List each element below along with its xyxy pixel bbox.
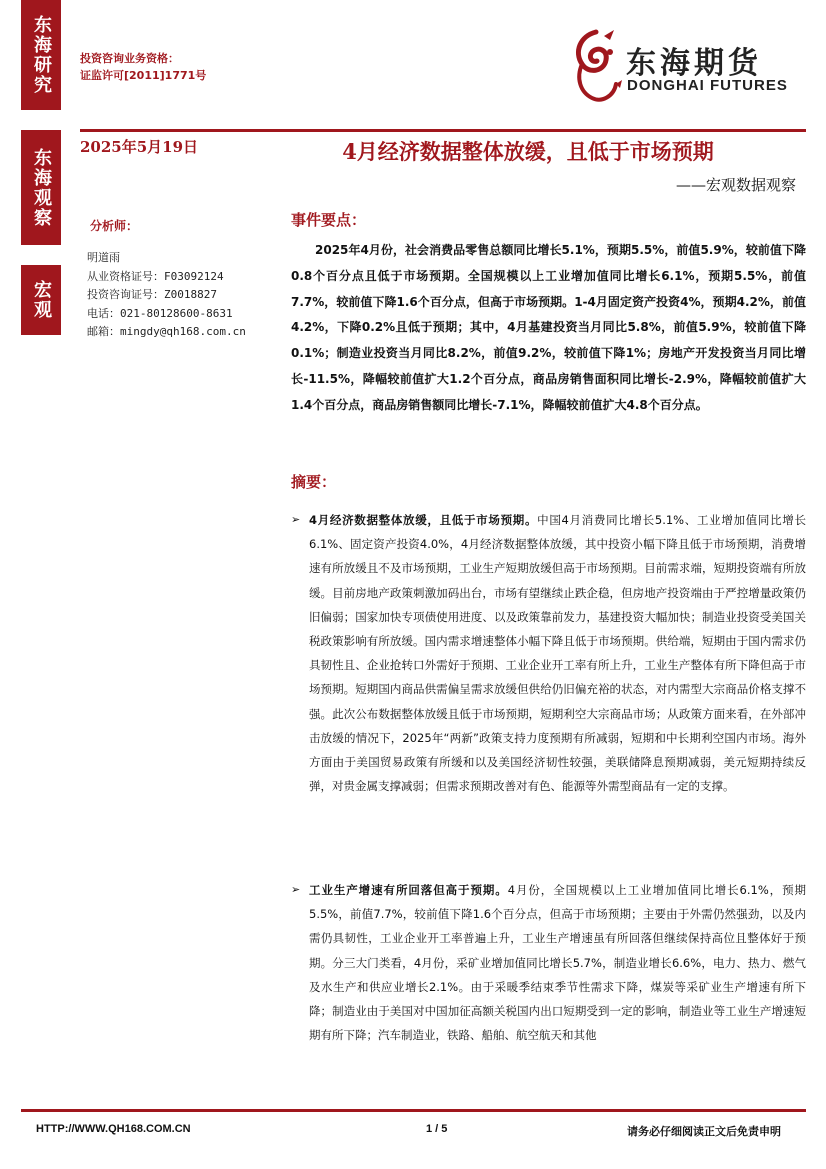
footer-disclaimer: 请务必仔细阅读正文后免责申明 — [627, 1125, 781, 1138]
analyst-phone: 电话：021-80128600-8631 — [87, 306, 233, 320]
events-text: 2025年4月份，社会消费品零售总额同比增长5.1%，预期5.5%，前值5.9%，较前值下降0.8个百分点且低于市场预期。全国规模以上工业增加值同比增长6.1%，预期5.5%，前值7.7%，较前值下降1.6个百分点，但高于市场预期。1-4月固定资产投资4%，预期4.2%，前值4.2%，下降0.2%且低于预期；其中，4月基建投资当月同比5.8%，前值5.9%，较前值下降0.1%；制造业投资当月同比8.2%，前值9.2%，较前值下降1%；房地产开发投资当月同比增长-11.5%，降幅较前值扩大1.2个百分点，商品房销售面积同比增长-2.9%，降幅较前值扩大1.4个百分点，商品房销售额同比增长-7.1%，降幅较前值扩大4.8个百分点。 — [291, 243, 806, 412]
qualification-line2: 证监许可[2011]1771号 — [80, 69, 207, 82]
report-subtitle: ——宏观数据观察 — [675, 176, 796, 194]
footer-divider — [21, 1109, 806, 1112]
footer-page-number: 1 / 5 — [426, 1123, 448, 1135]
side-tab-research: 东海研究 — [21, 0, 61, 110]
summary-item — [291, 878, 806, 1047]
summary-item-text: 中国4月消费同比增长5.1%、工业增加值同比增长6.1%、固定资产投资4.0%，4月经济数据整体放缓，其中投资小幅下降且低于市场预期，消费增速有所放缓且不及市场预期，工业生产短期放缓但高于市场预期。目前需求端，短期投资端有所放缓。目前房地产政策刺激加码出台，市场有望继续止跌企稳，但房地产投资端由于严控增量政策仍旧偏弱；国家加快专项债使用进度、以及政策靠前发力，基建投资大幅加快；制造业投资受美国关税政策影响有所放缓。国内需求增速整体小幅下降且低于市场预期。供给端，短期由于国内需求仍具韧性且、企业抢转口外需好于预期、工业企业开工率有所上升，工业生产整体有所下降但高于市场预期。短期国内商品供需偏呈需求放缓但供给仍旧偏充裕的状态，对内需型大宗商品价格支撑不强。此次公布数据整体放缓且低于市场预期，短期利空大宗商品市场；从政策方面来看，在外部冲击放缓的情况下，2025年“两新”政策支持力度预期有所减弱，短期和中长期利空国内市场。海外方面由于美国贸易政策有所缓和以及美国经济韧性较强，美联储降息预期减弱，美元短期持续反弹，对贵金属支撑减弱；但需求预期改善对有色、能源等外需型商品有一定的支撑。 — [309, 513, 807, 794]
analyst-email: 邮箱：mingdy@qh168.com.cn — [87, 325, 246, 338]
dragon-logo-icon — [566, 26, 624, 110]
analyst-name: 明道雨 — [87, 251, 120, 264]
report-date: 2025年5月19日 — [80, 138, 199, 156]
header-divider — [80, 129, 806, 132]
summary-item-lead: 4月经济数据整体放缓，且低于市场预期。 — [309, 513, 538, 527]
summary-item-text: 4月份，全国规模以上工业增加值同比增长6.1%，预期5.5%，前值7.7%，较前值下降1.6个百分点，但高于市场预期；主要由于外需仍然强劲，以及内需仍具韧性，工业企业开工率普遍上升，工业生产增速虽有所回落但继续保持高位且整体好于预期。分三大门类看，4月份，采矿业增加值同比增长5.7%，制造业增长6.6%，电力、热力、燃气及水生产和供应业增长2.1%。由于采暖季结束季节性需求下降，煤炭等采矿业生产增速有所下降；制造业由于美国对中国加征高额关税国内出口短期受到一定的影响，制造业等工业生产增速短期有所下降；汽车制造业，铁路、船舶、航空航天和其他 — [309, 883, 807, 1043]
logo-cn: 东海期货 — [626, 46, 762, 81]
qualification — [80, 50, 206, 84]
bullet-arrow-icon: ➢ — [291, 513, 301, 526]
side-tab-observation: 东海观察 — [21, 130, 61, 245]
side-tab-category: 宏观 — [21, 265, 61, 335]
summary-header: 摘要： — [291, 473, 337, 491]
report-title: 4月经济数据整体放缓，且低于市场预期 — [342, 139, 714, 164]
analyst-cert1: 从业资格证号：F03092124 — [87, 269, 224, 283]
footer-url[interactable]: HTTP://WWW.QH168.COM.CN — [36, 1123, 191, 1135]
summary-item-lead: 工业生产增速有所回落但高于预期。 — [309, 883, 508, 897]
qualification-line1: 投资咨询业务资格： — [80, 52, 179, 65]
analyst-info — [87, 249, 246, 342]
logo-en: DONGHAI FUTURES — [627, 77, 788, 94]
analyst-cert2: 投资咨询证号：Z0018827 — [87, 288, 217, 301]
events-header: 事件要点： — [291, 211, 367, 229]
summary-item — [291, 508, 806, 798]
analyst-header: 分析师： — [90, 219, 139, 233]
bullet-arrow-icon: ➢ — [291, 883, 301, 896]
